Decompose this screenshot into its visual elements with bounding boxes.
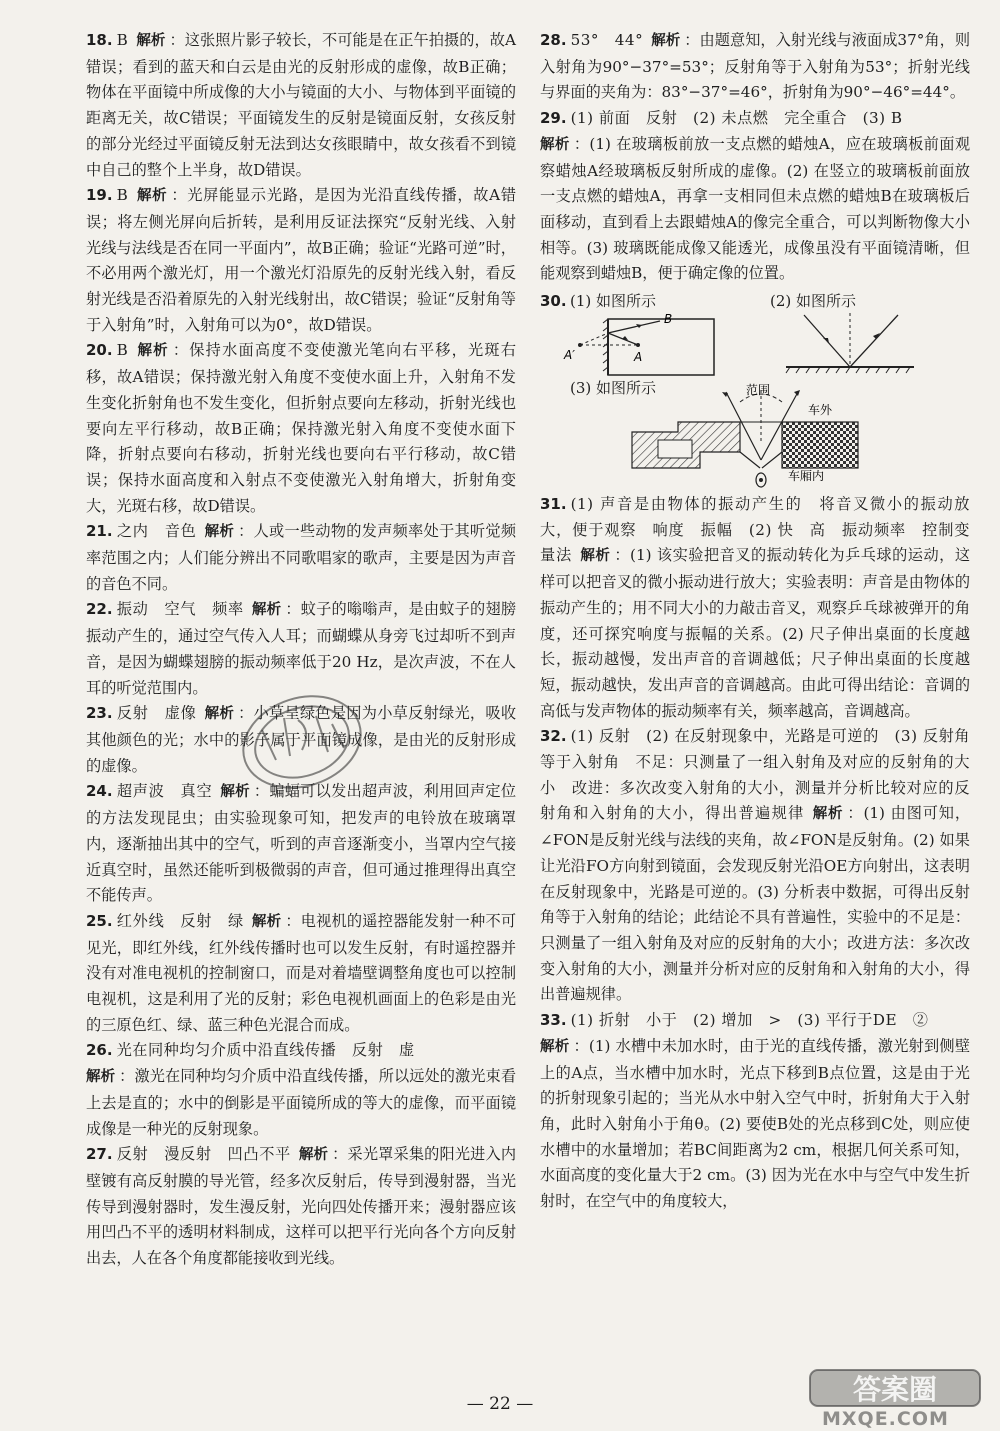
question-number: 25.: [86, 911, 113, 930]
question-number: 32.: [540, 727, 567, 746]
analysis-tag: 解析: [136, 33, 166, 49]
question-number: 21.: [86, 522, 113, 541]
question-19: [86, 183, 516, 338]
answer-text: 之内 音色: [116, 522, 197, 541]
question-number: 31.: [540, 495, 567, 514]
answer-text: B: [116, 31, 129, 49]
page-number: — 22 —: [466, 1394, 534, 1414]
fig3-label: (3) 如图所示: [570, 379, 657, 398]
right-column: [540, 28, 970, 1215]
question-18: [86, 28, 516, 183]
question-30: [540, 289, 970, 486]
reflection-diagram: [774, 309, 924, 377]
answer-text: (1) 折射 小于 (2) 增加 > (3) 平行于DE ②: [570, 1011, 929, 1030]
handwritten-stamp: [232, 690, 372, 800]
analysis-tag: 解析: [298, 1147, 329, 1164]
analysis-tag: 解析: [251, 602, 282, 619]
analysis-tag: 解析: [136, 188, 168, 205]
analysis-tag: 解析: [251, 913, 282, 930]
question-number: 20.: [86, 341, 113, 360]
analysis-text: ：蚊子的嗡嗡声，是由蚊子的翅膀振动产生的，通过空气传入人耳；而蝴蝶从身旁飞过却听不到声音，是因为蝴蝶翅膀的振动频率低于20 Hz，是次声波，不在人耳的听觉范围内。: [86, 600, 517, 697]
question-number: 29.: [540, 109, 567, 128]
label-a-prime: A′: [564, 348, 575, 363]
question-29: [540, 106, 970, 287]
answer-text: 53° 44°: [570, 31, 644, 49]
analysis-tag: 解析: [204, 524, 235, 541]
label-inside: 车厢内: [788, 469, 825, 484]
question-31: [540, 492, 970, 724]
analysis-tag: 解析: [136, 343, 169, 360]
q30-figures-row: [540, 289, 970, 374]
answer-text: 振动 空气 频率: [116, 600, 244, 619]
label-a: A: [634, 350, 643, 365]
answer-text: 超声波 真空: [116, 782, 213, 801]
question-number: 19.: [86, 186, 113, 205]
question-26: [86, 1038, 516, 1142]
label-b: B: [664, 313, 673, 327]
analysis-text: ：由题意知，入射光线与液面成37°角，则入射角为90°−37°=53°；反射角等于入射角为53°；折射光线与界面的夹角为：83°−37°=46°，折射角为90°−46°=44°。: [540, 31, 971, 102]
question-21: [86, 519, 516, 597]
analysis-text: ：小草呈绿色是因为小草反射绿光，吸收其他颜色的光；水中的影子属于平面镜成像，是由光的反射形成的虚像。: [86, 704, 517, 775]
analysis-tag: 解析: [580, 548, 611, 565]
analysis-text: ：激光在同种均匀介质中沿直线传播，所以远处的激光束看上去是直的；水中的倒影是平面镜所成的等大的虚像，而平面镜成像是一种光的反射现象。: [86, 1067, 517, 1138]
analysis-tag: 解析: [651, 33, 681, 49]
analysis-text: ：这张照片影子较长，不可能是在正午拍摄的，故A错误；看到的蓝天和白云是由光的反射形成的虚像，故B正确；物体在平面镜中所成像的大小与镜面的大小、与物体到平面镜的距离无关，故C错误；平面镜发生的反射是镜面反射，女孩反射的部分光经过平面镜反射无法到达女孩眼睛中，故女孩看不到镜中自己的整个上半身，故D错误。: [86, 31, 517, 179]
question-20: [86, 338, 516, 519]
answer-text: 红外线 反射 绿: [116, 911, 244, 930]
question-number: 22.: [86, 600, 113, 619]
analysis-text: ：(1) 由图可知，∠FON是反射光线与法线的夹角，故∠FON是反射角。(2) 如果让光沿FO方向射到镜面，会发现反射光沿OE方向射出，这表明在反射现象中，光路是可逆的。(3) 分析表中数据，可得出反射角等于入射角的结论；此结论不具有普遍性，实验中的不足是：只测量了一组入射角及对应的反射角的大小；改进方法：多次改变入射角的大小，测量并分析对应的反射角和入射角的大小，得出普遍规律。: [540, 804, 971, 1004]
answer-text: (1) 前面 反射 (2) 未点燃 完全重合 (3) B: [570, 109, 903, 128]
answer-text: 反射 虚像: [116, 704, 197, 723]
analysis-tag: 解析: [220, 784, 250, 801]
analysis-tag: 解析: [540, 136, 570, 153]
answer-text: B: [116, 186, 129, 205]
question-number: 18.: [86, 31, 113, 49]
periscope-diagram: [630, 380, 960, 490]
answer-text: B: [116, 341, 129, 360]
question-number: 27.: [86, 1145, 113, 1164]
question-27: [86, 1142, 516, 1272]
watermark-site: MXQE.COM: [822, 1408, 949, 1430]
analysis-text: ：光屏能显示光路，是因为光沿直线传播，故A错误；将左侧光屏向后折转，是利用反证法探究“反射光线、入射光线与法线是否在同一平面内”，故B正确；验证“光路可逆”时，不必用两个激光灯，用一个激光灯沿原先的反射光线入射，看反射光线是否沿着原先的入射光线射出，故C错误；验证“反射角等于入射角”时，入射角可以为0°，故D错误。: [86, 186, 517, 334]
question-number: 23.: [86, 704, 113, 723]
q30-fig3: [540, 376, 970, 486]
analysis-tag: 解析: [86, 1069, 116, 1086]
analysis-text: ：人或一些动物的发声频率处于其听觉频率范围之内；人们能分辨出不同歌唱家的歌声，主要是因为声音的音色不同。: [86, 522, 517, 593]
answer-text: (1) 反射 (2) 在反射现象中，光路是可逆的 (3) 反射角等于入射角 不足：只测量了一组入射角及对应的反射角的大小 改进：多次改变入射角的大小，测量并分析比较对应的反射角和入射角的大小，得出普遍规律: [540, 727, 970, 823]
mirror-diagram: [560, 313, 720, 377]
watermark-logo-text: 答案圈: [852, 1373, 938, 1406]
analysis-text: ：(1) 水槽中未加水时，由于光的直线传播，激光射到侧壁上的A点，当水槽中加水时，光点下移到B点位置，这是由于光的折射现象引起的；当光从水中射入空气中时，折射角大于入射角，此时入射角小于角θ。(2) 要使B处的光点移到C处，则应使水槽中的水量增加；若BC间距离为2 cm，根据几何关系可知，水面高度的变化量大于2 cm。(3) 因为光在水中与空气中发生折射时，在空气中的角度较大，: [540, 1036, 971, 1211]
analysis-text: ：采光罩采集的阳光进入内壁镀有高反射膜的导光管，经多次反射后，传导到漫射器，当光传导到漫射器时，发生漫反射，光向四处传播开来；漫射器应该用凹凸不平的透明材料制成，这样可以把平行光向各个方向反射出去，人在各个角度都能接收到光线。: [86, 1145, 517, 1268]
analysis-tag: 解析: [812, 806, 844, 823]
question-33: [540, 1008, 970, 1215]
question-28: [540, 28, 970, 106]
question-25: [86, 909, 516, 1039]
analysis-tag: 解析: [540, 1038, 570, 1055]
fig2-label: (2) 如图所示: [770, 292, 857, 311]
answer-text: (1) 声音是由物体的振动产生的 将音叉微小的振动放大，便于观察 响度 振幅 (2) 快 高 振动频率 控制变量法: [540, 495, 970, 565]
left-column: [86, 28, 516, 1272]
analysis-text: ：(1) 在玻璃板前放一支点燃的蜡烛A，应在玻璃板前面观察蜡烛A经玻璃板反射所成的虚像。(2) 在竖立的玻璃板前面放一支点燃的蜡烛A，再拿一支相同但未点燃的蜡烛B在玻璃板后面移动，直到看上去跟蜡烛A的像完全重合，可以判断物像大小相等。(3) 玻璃既能成像又能透光，成像虽没有平面镜清晰，但能观察到蜡烛B，便于确定像的位置。: [540, 134, 971, 283]
analysis-text: ：(1) 该实验把音叉的振动转化为乒乓球的运动，这样可以把音叉的微小振动进行放大；实验表明：声音是由物体的振动产生的；用不同大小的力敲击音叉，观察乒乓球被弹开的角度，还可探究响度与振幅的关系。(2) 尺子伸出桌面的长度越长，振动越慢，发出声音的音调越低；尺子伸出桌面的长度越短，振动越快，发出声音的音调越高。由此可得出结论：音调的高低与发声物体的振动频率有关，频率越高，音调越高。: [540, 546, 971, 720]
fig1-label: (1) 如图所示: [570, 292, 657, 311]
question-number: 26.: [86, 1041, 113, 1060]
question-number: 33.: [540, 1011, 567, 1030]
answer-text: 反射 漫反射 凹凸不平: [116, 1145, 291, 1164]
question-number: 30.: [540, 292, 567, 311]
question-22: [86, 597, 516, 701]
label-range: 范围: [746, 383, 771, 398]
question-number: 28.: [540, 31, 567, 49]
label-outside: 车外: [808, 403, 833, 418]
question-number: 24.: [86, 782, 113, 801]
analysis-text: ：蝙蝠可以发出超声波，利用回声定位的方法发现昆虫；由实验现象可知，把发声的电铃放在玻璃罩内，逐渐抽出其中的空气，听到的声音逐渐变小，当罩内空气接近真空时，虽然还能听到极微弱的声音，但可通过推理得出真空不能传声。: [86, 782, 517, 905]
analysis-text: ：电视机的遥控器能发射一种不可见光，即红外线，红外线传播时也可以发生反射，有时遥控器并没有对准电视机的控制窗口，而是对着墙壁调整角度也可以控制电视机，这是利用了光的反射；彩色电视机画面上的色彩是由光的三原色红、绿、蓝三种色光混合而成。: [86, 911, 517, 1034]
analysis-tag: 解析: [204, 706, 235, 723]
analysis-text: ：保持水面高度不变使激光笔向右平移，光斑右移，故A错误；保持激光射入角度不变使水面上升，入射角不发生变化折射角也不发生变化，但折射点要向左移动，折射光线也要向左平行移动，故B正确；保持激光射入角度不变使水面下降，折射点要向右移动，折射光线也要向右平行移动，故C错误；保持水面高度和入射点不变使激光入射角增大，折射角变大，光斑右移，故D错误。: [86, 341, 517, 515]
question-32: [540, 724, 970, 1008]
answer-text: 光在同种均匀介质中沿直线传播 反射 虚: [116, 1041, 415, 1060]
